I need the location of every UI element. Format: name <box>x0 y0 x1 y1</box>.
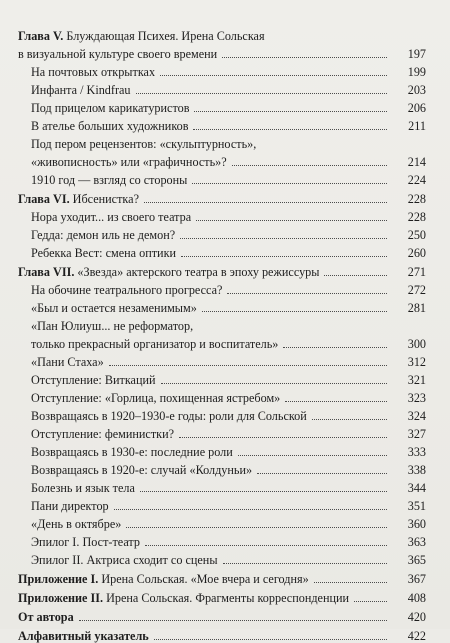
toc-entry-title <box>31 391 280 405</box>
toc-page-number: 203 <box>407 83 426 97</box>
toc-page-number: 250 <box>407 228 426 242</box>
toc-entry-text: «Был и остается незаменимым» <box>31 301 197 315</box>
dot-leader <box>140 491 387 492</box>
toc-section-entry <box>0 369 450 387</box>
toc-section-entry <box>0 133 450 151</box>
toc-entry-text: только прекрасный организатор и воспитатель» <box>31 337 279 351</box>
dot-leader <box>223 563 387 564</box>
toc-entry-title <box>31 535 140 549</box>
toc-chapter-entry <box>0 605 450 624</box>
toc-entry-text: Отступление: «Горлица, похищенная ястребом» <box>31 391 281 405</box>
dot-leader <box>227 293 387 294</box>
toc-page-number: 367 <box>407 572 426 586</box>
toc-entry-title <box>31 65 155 79</box>
toc-entry-prefix: От автора <box>18 610 74 624</box>
toc-page-number: 281 <box>407 301 426 315</box>
dot-leader <box>324 275 387 276</box>
toc-entry-text: Ирена Сольская. Фрагменты корреспонденции <box>103 591 350 605</box>
toc-section-entry <box>0 115 450 133</box>
toc-chapter-entry <box>0 25 450 43</box>
toc-entry-text: Нора уходит... из своего театра <box>31 210 192 224</box>
toc-entry-title <box>31 83 131 97</box>
toc-page-number: 214 <box>407 155 426 169</box>
toc-section-entry <box>0 531 450 549</box>
dot-leader <box>79 620 387 621</box>
toc-section-entry <box>0 387 450 405</box>
toc-entry-text: На почтовых открытках <box>31 65 156 79</box>
toc-entry-text: Отступление: феминистки? <box>31 427 175 441</box>
toc-entry-text: Ребекка Вест: смена оптики <box>31 246 177 260</box>
toc-page-number: 422 <box>407 629 426 643</box>
toc-entry-title <box>31 517 121 531</box>
toc-entry-title <box>31 337 278 351</box>
toc-page-number: 271 <box>407 265 426 279</box>
dot-leader <box>161 383 387 384</box>
toc-section-entry <box>0 279 450 297</box>
toc-entry-prefix: Алфавитный указатель <box>18 629 149 643</box>
dot-leader <box>354 601 387 602</box>
toc-section-entry <box>0 333 450 351</box>
toc-page-number: 344 <box>407 481 426 495</box>
dot-leader <box>181 256 387 257</box>
dot-leader <box>136 93 387 94</box>
dot-leader <box>196 220 387 221</box>
toc-page-number: 338 <box>407 463 426 477</box>
toc-entry-title <box>31 101 189 115</box>
toc-section-entry <box>0 206 450 224</box>
dot-leader <box>114 509 387 510</box>
toc-entry-text: «Звезда» актерского театра в эпоху режиссуры <box>74 265 320 279</box>
toc-chapter-entry <box>0 260 450 279</box>
toc-entry-text: Блуждающая Психея. Ирена Сольская <box>63 29 265 43</box>
toc-entry-title <box>31 445 233 459</box>
toc-entry-title <box>18 192 139 206</box>
toc-entry-title <box>31 463 252 477</box>
toc-section-entry <box>0 97 450 115</box>
toc-page-number: 327 <box>407 427 426 441</box>
toc-page-number: 260 <box>407 246 426 260</box>
toc-page-number: 351 <box>407 499 426 513</box>
toc-page-number: 197 <box>407 47 426 61</box>
toc-entry-title <box>31 119 188 133</box>
toc-entry-title <box>31 499 109 513</box>
toc-entry-text: Возвращаясь в 1920–1930-е годы: роли для Сольской <box>31 409 307 423</box>
dot-leader <box>232 165 387 166</box>
toc-section-entry <box>0 315 450 333</box>
toc-page-number: 199 <box>407 65 426 79</box>
toc-section-entry <box>0 549 450 567</box>
toc-section-entry <box>0 459 450 477</box>
toc-entry-title <box>31 553 218 567</box>
dot-leader <box>314 582 387 583</box>
toc-entry-title <box>31 283 222 297</box>
toc-chapter-entry <box>0 43 450 61</box>
toc-page-number: 312 <box>407 355 426 369</box>
toc-page-number: 228 <box>407 192 426 206</box>
toc-chapter-entry <box>0 624 450 643</box>
toc-section-entry <box>0 151 450 169</box>
dot-leader <box>283 347 387 348</box>
toc-chapter-entry <box>0 567 450 586</box>
toc-section-entry <box>0 351 450 369</box>
toc-entry-prefix: Глава VI. <box>18 192 70 206</box>
toc-entry-text: Пани директор <box>31 499 109 513</box>
dot-leader <box>194 111 387 112</box>
toc-page-number: 211 <box>408 119 426 133</box>
dot-leader <box>145 545 387 546</box>
toc-entry-title <box>31 301 197 315</box>
toc-entry-text: Гедда: демон иль не демон? <box>31 228 176 242</box>
toc-entry-title <box>31 155 227 169</box>
toc-entry-text: «живописность» или «графичность»? <box>31 155 227 169</box>
toc-section-entry <box>0 495 450 513</box>
toc-section-entry <box>0 61 450 79</box>
toc-page-number: 333 <box>407 445 426 459</box>
dot-leader <box>193 129 387 130</box>
toc-entry-text: «День в октябре» <box>31 517 122 531</box>
toc-entry-text: Инфанта / Kindfrau <box>31 83 131 97</box>
toc-entry-title <box>31 137 256 151</box>
toc-entry-text: На обочине театрального прогресса? <box>31 283 223 297</box>
toc-page-number: 323 <box>407 391 426 405</box>
toc-page-number: 324 <box>407 409 426 423</box>
dot-leader <box>257 473 387 474</box>
toc-entry-text: Ирена Сольская. «Мое вчера и сегодня» <box>98 572 309 586</box>
toc-entry-title <box>18 629 149 643</box>
toc-entry-title <box>18 29 265 43</box>
toc-page-number: 360 <box>407 517 426 531</box>
toc-section-entry <box>0 297 450 315</box>
toc-chapter-entry <box>0 586 450 605</box>
toc-entry-title <box>31 246 176 260</box>
toc-section-entry <box>0 477 450 495</box>
dot-leader <box>180 238 387 239</box>
toc-entry-title <box>18 47 217 61</box>
toc-entry-title <box>18 572 309 586</box>
toc-page-number: 420 <box>407 610 426 624</box>
toc-entry-title <box>18 265 319 279</box>
dot-leader <box>144 202 387 203</box>
toc-page-number: 224 <box>407 173 426 187</box>
dot-leader <box>222 57 387 58</box>
toc-page-number: 365 <box>407 553 426 567</box>
toc-entry-title <box>31 355 104 369</box>
toc-page-number: 408 <box>407 591 426 605</box>
toc-entry-prefix: Приложение I. <box>18 572 99 586</box>
toc-entry-title <box>31 373 156 387</box>
dot-leader <box>285 401 387 402</box>
dot-leader <box>160 75 387 76</box>
dot-leader <box>202 311 387 312</box>
toc-section-entry <box>0 513 450 531</box>
toc-entry-text: Болезнь и язык тела <box>31 481 135 495</box>
table-of-contents <box>0 25 450 643</box>
toc-entry-title <box>31 427 174 441</box>
toc-page-number: 300 <box>407 337 426 351</box>
toc-entry-text: Под прицелом карикатуристов <box>31 101 190 115</box>
dot-leader <box>238 455 387 456</box>
toc-page-number: 206 <box>407 101 426 115</box>
toc-section-entry <box>0 242 450 260</box>
toc-entry-title <box>31 210 191 224</box>
toc-entry-title <box>31 228 175 242</box>
toc-section-entry <box>0 441 450 459</box>
toc-page-number: 272 <box>407 283 426 297</box>
toc-page-number: 321 <box>407 373 426 387</box>
toc-entry-title <box>31 319 193 333</box>
toc-entry-text: Эпилог II. Актриса сходит со сцены <box>31 553 218 567</box>
toc-section-entry <box>0 169 450 187</box>
toc-entry-text: 1910 год — взгляд со стороны <box>31 173 188 187</box>
toc-entry-text: Возвращаясь в 1930-е: последние роли <box>31 445 233 459</box>
toc-entry-text: «Пан Юлиуш... не реформатор, <box>31 319 194 333</box>
dot-leader <box>179 437 387 438</box>
toc-entry-title <box>18 610 74 624</box>
toc-entry-title <box>31 409 307 423</box>
toc-entry-text: «Пани Стаха» <box>31 355 104 369</box>
toc-page-number: 363 <box>407 535 426 549</box>
toc-entry-text: Отступление: Виткаций <box>31 373 156 387</box>
toc-entry-text: Возвращаясь в 1920-е: случай «Колдуньи» <box>31 463 253 477</box>
toc-chapter-entry <box>0 187 450 206</box>
toc-section-entry <box>0 79 450 97</box>
dot-leader <box>312 419 387 420</box>
toc-entry-text: Ибсенистка? <box>69 192 139 206</box>
toc-section-entry <box>0 423 450 441</box>
toc-page-number: 228 <box>407 210 426 224</box>
toc-entry-text: в визуальной культуре своего времени <box>18 47 218 61</box>
toc-entry-title <box>31 481 135 495</box>
toc-entry-text: В ателье больших художников <box>31 119 189 133</box>
dot-leader <box>109 365 387 366</box>
toc-section-entry <box>0 224 450 242</box>
toc-entry-text: Эпилог I. Пост-театр <box>31 535 141 549</box>
toc-entry-text: Под пером рецензентов: «скульптурность», <box>31 137 257 151</box>
dot-leader <box>192 183 387 184</box>
dot-leader <box>154 639 387 640</box>
toc-entry-prefix: Глава V. <box>18 29 64 43</box>
toc-entry-prefix: Глава VII. <box>18 265 75 279</box>
dot-leader <box>126 527 387 528</box>
toc-section-entry <box>0 405 450 423</box>
toc-entry-prefix: Приложение II. <box>18 591 104 605</box>
toc-entry-title <box>18 591 349 605</box>
toc-entry-title <box>31 173 187 187</box>
